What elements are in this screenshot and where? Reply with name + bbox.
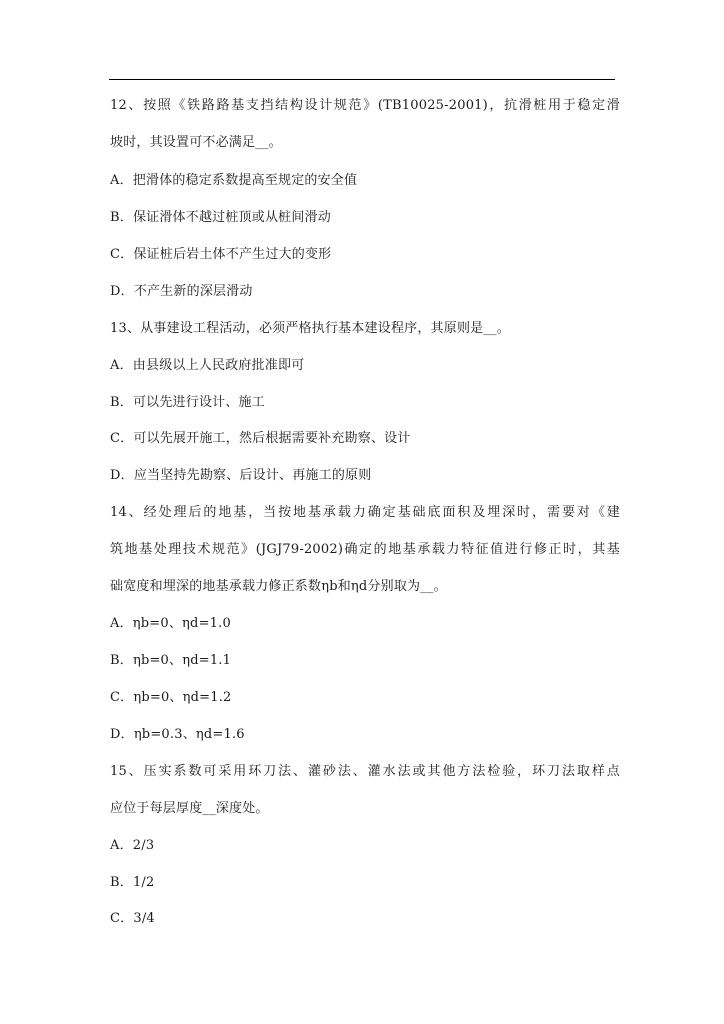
question-12-option-d: D．不产生新的深层滑动 (110, 284, 253, 299)
question-12-option-c: C．保证桩后岩土体不产生过大的变形 (110, 247, 332, 262)
question-13-stem-line-1: 13、从事建设工程活动，必须严格执行基本建设程序，其原则是__。 (110, 321, 510, 336)
question-13-option-a: A．由县级以上人民政府批准即可 (110, 358, 305, 373)
question-13-option-d: D．应当坚持先勘察、后设计、再施工的原则 (110, 468, 372, 483)
question-13-option-c: C．可以先展开施工，然后根据需要补充勘察、设计 (110, 431, 411, 446)
question-15-option-c: C．3/4 (110, 911, 155, 926)
question-14-stem-line-2: 筑地基处理技术规范》(JGJ79-2002)确定的地基承载力特征值进行修正时，其基 (110, 542, 620, 557)
question-14-option-c: C．ηb=0、ηd=1.2 (110, 690, 232, 705)
question-15-option-a: A．2/3 (110, 838, 155, 853)
question-14-stem-line-3: 础宽度和埋深的地基承载力修正系数ηb和ηd分别取为__。 (110, 579, 447, 594)
question-14-option-b: B．ηb=0、ηd=1.1 (110, 653, 232, 668)
question-14-option-a: A．ηb=0、ηd=1.0 (110, 616, 231, 631)
question-13-option-b: B．可以先进行设计、施工 (110, 395, 265, 410)
question-12-stem-line-1: 12、按照《铁路路基支挡结构设计规范》(TB10025-2001)，抗滑桩用于稳定滑 (110, 98, 620, 113)
header-rule (109, 79, 615, 80)
question-15-stem-line-2: 应位于每层厚度__深度处。 (110, 801, 269, 816)
question-14-stem-line-1: 14、经处理后的地基，当按地基承载力确定基础底面积及埋深时，需要对《建 (110, 505, 620, 520)
question-15-option-b: B．1/2 (110, 875, 155, 890)
question-12-option-a: A．把滑体的稳定系数提高至规定的安全值 (110, 173, 358, 188)
question-12-stem-line-2: 坡时，其设置可不必满足__。 (110, 135, 282, 150)
question-14-option-d: D．ηb=0.3、ηd=1.6 (110, 727, 245, 742)
question-12-option-b: B．保证滑体不越过桩顶或从桩间滑动 (110, 210, 331, 225)
question-15-stem-line-1: 15、压实系数可采用环刀法、灌砂法、灌水法或其他方法检验，环刀法取样点 (110, 764, 620, 779)
